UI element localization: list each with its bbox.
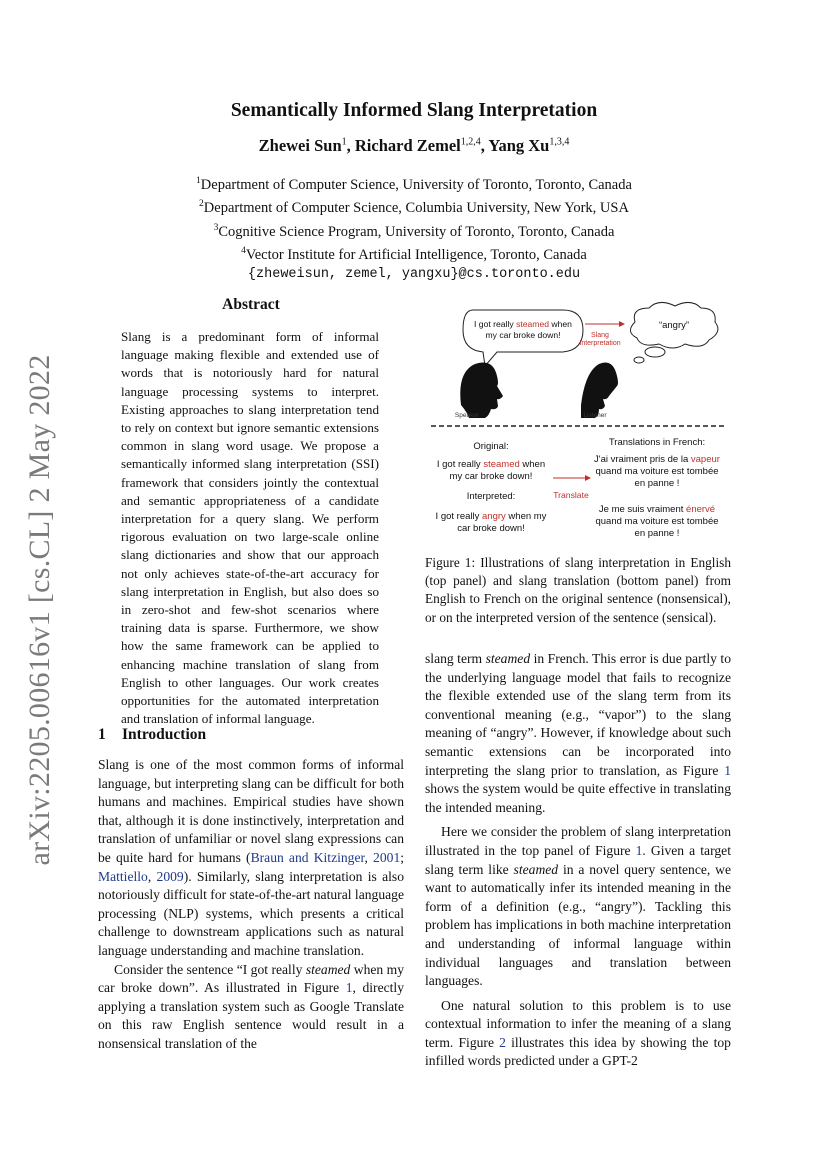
french-translation-2-line-3: en panne ! — [634, 528, 680, 539]
affiliation-text: Department of Computer Science, University of Toronto, Toronto, Canada — [200, 176, 632, 193]
text-run: One natural solution to this problem is to use contextual information to infer the meaning of a slang term. Figure — [425, 997, 731, 1050]
affiliation-mark: 4 — [241, 245, 246, 256]
emphasis: steamed — [485, 651, 531, 666]
affiliation-line — [0, 219, 828, 242]
citation-year-link[interactable]: 2009 — [156, 868, 184, 884]
text-run: when my car broke down”. As illustrated in Figure — [98, 961, 404, 996]
author-separator: , — [480, 136, 489, 155]
section-title: Introduction — [122, 726, 207, 743]
speaker-label: Speaker — [454, 412, 480, 419]
text-run: , — [147, 868, 157, 884]
arxiv-identifier: arXiv:2205.00616v1 [cs.CL] 2 May 2022 — [23, 354, 56, 866]
arrow-head — [619, 321, 625, 327]
french-translation-2-line-1: Je me suis vraiment énervé — [598, 504, 716, 515]
citation-link[interactable]: Braun and Kitzinger — [250, 849, 365, 865]
arrow-label-interpretation: Interpretation — [579, 340, 621, 347]
text-run: . Given a target slang term like — [425, 842, 731, 877]
listener-label: Listener — [583, 412, 607, 419]
text-run: slang term — [425, 651, 486, 666]
abstract-text: Slang is a predominant form of informal language making flexible and extended use of words that is notoriously hard for natural language processing systems to interpret. Existing approaches to slang interpretation tend to rely on context but ignore semantic extensions common in slang word usage. We propose a semantically informed slang interpretation (SSI) framework that considers jointly the contextual and semantic appropriateness of a candidate interpretation for a query slang. We perform rigorous evaluation on two large-scale online slang dictionaries and show that our approach not only achieves state-of-the-art accuracy for slang interpretation in English, but also does so in zero-shot and few-shot scenarios where training data is sparse. Furthermore, we show how the same framework can be applied to enhancing machine translation of slang from English to other languages. Our work creates opportunities for the automated interpretation and translation of informal language. — [121, 329, 379, 727]
paper-title: Semantically Informed Slang Interpretation — [230, 100, 598, 121]
body-paragraph — [425, 650, 731, 817]
author-separator: , — [346, 136, 355, 155]
text-run: in a novel query sentence, we want to automatically infer its intended meaning in the form of a definition (e.g., “angry”). Tackling this problem has implications in both machine interpretation and understanding of informal language within individual languages and translation between languages. — [425, 861, 731, 989]
arrow-label-slang: Slang — [591, 332, 609, 339]
intro-paragraph — [98, 756, 404, 961]
figure-ref-link[interactable]: 1 — [345, 980, 353, 996]
citation-link[interactable]: Mattiello — [98, 868, 148, 884]
text-run: ). Similarly, slang interpretation is also notoriously difficult for state-of-the-art natural language processing (NLP) systems, which presents a critical challenge to downstream applications such as natural language understanding and machine translation. — [98, 868, 404, 958]
author-name: Yang Xu — [488, 136, 550, 155]
author-name: Richard Zemel — [354, 136, 461, 155]
figure-caption: Figure 1: Illustrations of slang interpretation in English (top panel) and slang translation (bottom panel) from English to French on the original sentence (nonsensical), or on the interpreted version of the sentence (sensical). — [425, 555, 731, 625]
intro-left-column — [98, 756, 404, 1054]
author-affil-mark: 1 — [341, 136, 347, 148]
text-run: , — [364, 849, 374, 865]
affiliation-mark: 1 — [196, 176, 201, 186]
text-run: shows the system would be quite effective in translating the intended meaning. — [425, 781, 731, 815]
author-affil-mark: 1,3,4 — [549, 136, 570, 148]
affiliation-mark: 3 — [213, 222, 219, 233]
figure-ref-link[interactable]: 1 — [635, 842, 643, 858]
text-run: ; — [400, 849, 405, 865]
author-name: Zhewei Sun — [258, 136, 342, 155]
emphasis: steamed — [513, 861, 559, 877]
affiliation-text: Cognitive Science Program, University of Toronto, Toronto, Canada — [218, 223, 615, 240]
author-email: {zheweisun, zemel, yangxu}@cs.toronto.edu — [247, 267, 581, 283]
french-translation-1-line-3: en panne ! — [634, 478, 680, 489]
listener-head-icon — [581, 363, 618, 419]
affiliation-line — [0, 242, 828, 265]
text-run: Slang is one of the most common forms of informal language, but interpreting slang can be difficult for both humans and machines. Empirical studies have shown that, although it is done instinctively, interpretation and translation of unfamiliar or novel slang expressions can be quite hard for humans ( — [98, 757, 404, 865]
figure-ref-link[interactable]: 1 — [724, 762, 731, 778]
french-translation-1-line-2: quand ma voiture est tombée — [595, 466, 719, 477]
french-translation-2-line-2: quand ma voiture est tombée — [595, 516, 719, 527]
thought-cloud — [630, 302, 717, 363]
body-paragraph — [425, 823, 731, 990]
section-heading — [98, 726, 206, 744]
affiliation-text: Vector Institute for Artificial Intelligence, Toronto, Canada — [245, 246, 587, 263]
abstract-heading: Abstract — [222, 296, 280, 313]
text-run: in French. This error is due partly to the underlying language model that fails to recognize the flexible extended use of the slang term from its conventional meaning (e.g., “vapor”) to the slang meaning of “angry”. However, if knowledge about such semantic extensions can be incorporated into interpreting the slang prior to translation, as Figure — [425, 651, 732, 778]
section-number: 1 — [98, 726, 106, 743]
speaker-head-icon — [460, 363, 503, 419]
citation-year-link[interactable]: 2001 — [373, 849, 401, 865]
author-affil-mark: 1,2,4 — [460, 136, 481, 148]
affiliation-mark: 2 — [199, 199, 204, 210]
french-translation-1-line-1: J'ai vraiment pris de la vapeur — [594, 454, 720, 465]
text-run: illustrates this idea by showing the top infilled words predicted under a GPT-2 — [425, 1034, 731, 1069]
translate-arrow-head — [585, 475, 591, 481]
text-run: Here we consider the problem of slang interpretation illustrated in the top panel of Figure — [425, 824, 731, 858]
bubble-text-line-2: my car broke down! — [485, 330, 561, 340]
affiliation-line — [0, 195, 828, 218]
body-paragraph — [425, 997, 731, 1071]
figure-ref-link[interactable]: 2 — [499, 1034, 506, 1050]
emphasis: steamed — [305, 961, 351, 977]
right-column — [425, 650, 731, 1071]
intro-paragraph — [98, 961, 404, 1054]
translate-label: Translate — [553, 490, 589, 500]
original-sentence-line-1: I got really steamed when — [436, 459, 546, 470]
text-run: Consider the sentence “I got really — [114, 961, 306, 977]
affiliation-text: Department of Computer Science, Columbia University, New York, USA — [203, 200, 629, 217]
affiliation-line — [0, 172, 828, 195]
author-list — [0, 136, 828, 156]
thought-text: “angry” — [658, 320, 690, 331]
arxiv-sidebar — [20, 354, 60, 866]
affiliations — [0, 172, 828, 285]
interpreted-sentence-line-2: car broke down! — [457, 523, 525, 534]
text-run: , directly applying a translation system such as Google Translate on this raw English sentence would result in a nonsensical translation of the — [98, 980, 404, 1051]
original-sentence-line-2: my car broke down! — [449, 471, 533, 482]
interpreted-label: Interpreted: — [466, 491, 516, 502]
bubble-text-line-1: I got really steamed when — [474, 319, 572, 329]
figure-1 — [423, 300, 735, 545]
original-label: Original: — [473, 441, 509, 452]
interpreted-sentence-line-1: I got really angry when my — [435, 511, 547, 522]
translations-label: Translations in French: — [608, 437, 706, 448]
